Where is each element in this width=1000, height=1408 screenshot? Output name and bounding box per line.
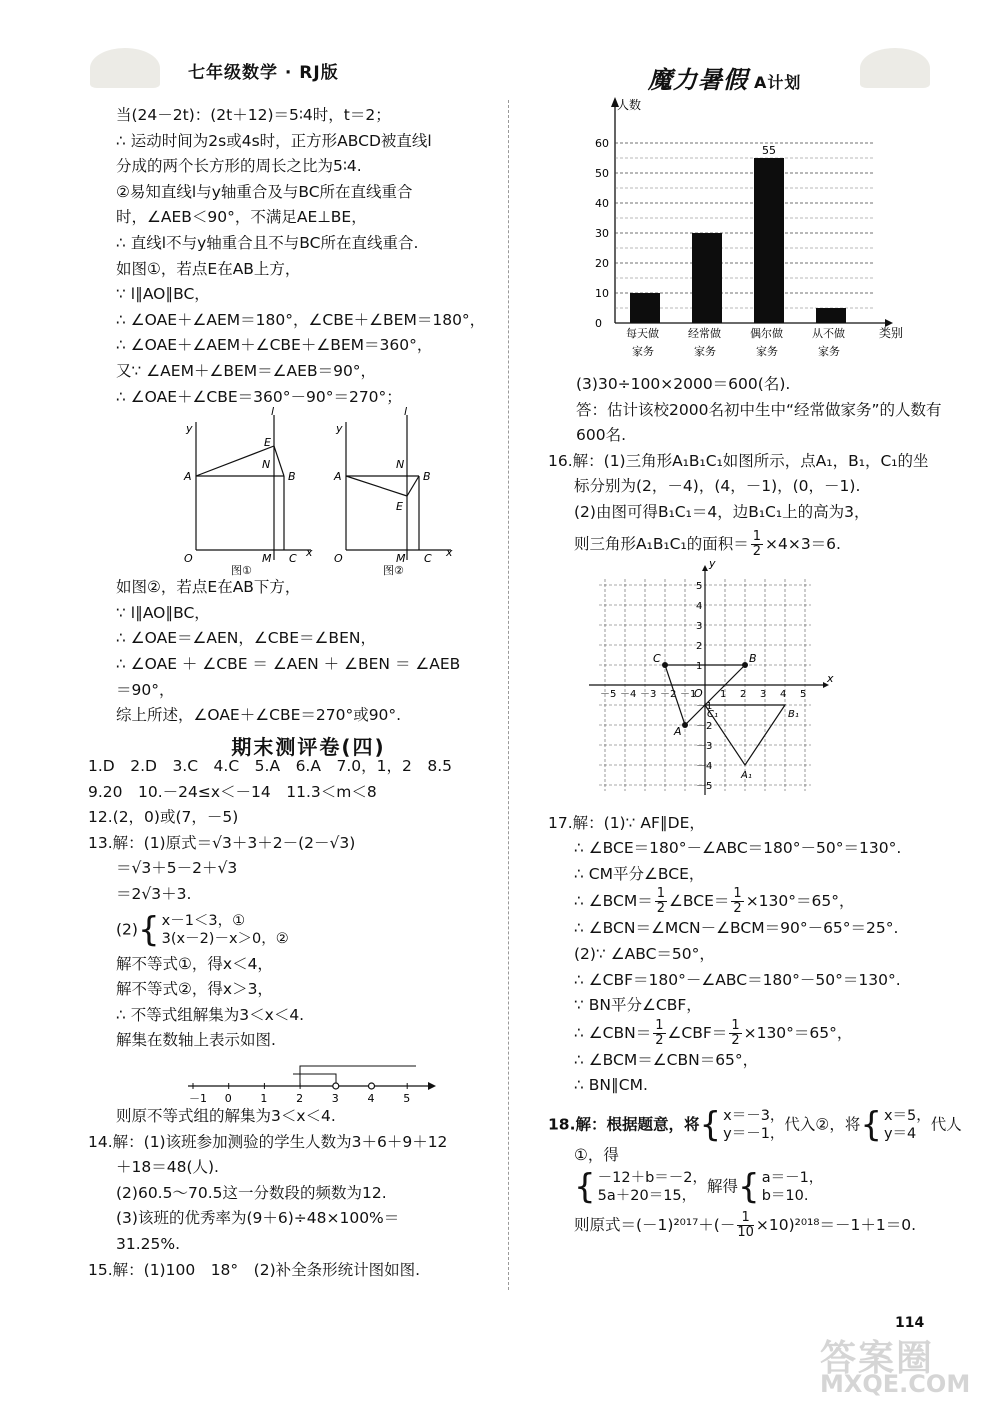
chart-category-label: 从不做: [812, 327, 845, 340]
q16-area-frac: [751, 530, 763, 559]
chart-category-label: 经常做: [688, 327, 721, 340]
left-lines2-line: ∴ ∠OAE ＋ ∠CBE ＝ ∠AEN ＋ ∠BEN ＝ ∠AEB: [116, 654, 461, 673]
q13-line: 13.解：(1)原式＝√3＋3＋2－(2－√3): [88, 833, 356, 852]
q17b-line: ∵ BN平分∠CBF，: [574, 996, 702, 1015]
fig1-caption: 图①: [231, 564, 252, 578]
grid-xtick-label: －1: [680, 688, 697, 700]
fig1-angle-aeb: [196, 446, 284, 476]
q17-f1-den-a: 2: [656, 901, 666, 917]
q17-line: 17.解：(1)∵ AF∥DE，: [548, 813, 705, 832]
fig2-label-n: N: [396, 458, 405, 472]
grid-xtick-label: －2: [660, 688, 677, 700]
grid-xtick-label: －3: [640, 688, 657, 700]
grid-ytick-label: 2: [696, 640, 703, 652]
chart-category-label: 家务: [756, 345, 778, 358]
left-lines-line: ∴ 直线l不与y轴重合且不与BC所在直线重合.: [116, 233, 419, 252]
q13-line: ＝√3＋5－2＋√3: [116, 859, 238, 878]
grid-xtick-label: －4: [620, 688, 637, 700]
q18-sys4: [762, 1169, 824, 1205]
fig1-label-e: E: [264, 436, 271, 450]
q17-frac2: [548, 1019, 948, 1048]
q13-system-eqs: [162, 912, 289, 948]
q13-eq1: x－1＜3，①: [161, 912, 246, 929]
q17-f1-pre: ∴ ∠BCM＝: [574, 892, 653, 911]
q17c-line: ∴ BN∥CM.: [574, 1076, 648, 1095]
q18-final-num: 1: [737, 1211, 754, 1226]
q18-post: 代人: [930, 1115, 962, 1134]
left-lines-line: 时，∠AEB＜90°，不满足AE⊥BE，: [116, 208, 367, 227]
q18-pre: 18.解：根据题意，将: [548, 1115, 700, 1134]
grid-xtick-label: 5: [800, 688, 807, 700]
chart-ytick-label: 20: [595, 257, 609, 270]
q18-mid: 代入②，将: [784, 1115, 861, 1134]
q18-final-post: ×10)²⁰¹⁸＝－1＋1＝0.: [755, 1215, 917, 1234]
column-divider: [508, 100, 509, 1290]
q16-frac-den: 2: [752, 543, 761, 559]
q13b-line: 解集在数轴上表示如图.: [116, 1031, 276, 1050]
q17b-line: ∴ ∠CBF＝180°－∠ABC＝180°－50°＝130°.: [574, 970, 901, 989]
q17-f1-den-b: 2: [733, 901, 742, 917]
q13b-line: 解不等式②，得x＞3，: [116, 980, 273, 999]
grid-ytick-label: －4: [696, 760, 713, 772]
left-lines-line: 分成的两个长方形的周长之比为5∶4.: [116, 157, 362, 176]
grid-xtick-label: 2: [740, 688, 747, 700]
chart-category-label: 偶尔做: [750, 327, 783, 340]
q17c-line: ∴ ∠BCM＝∠CBN＝65°，: [574, 1050, 759, 1069]
q17-f2-num-a: 1: [655, 1017, 664, 1033]
fig1-label-b: B: [288, 470, 296, 484]
fig2-label-m: M: [396, 552, 406, 566]
q18-sys3: [598, 1169, 707, 1205]
left-lines-line: ②易知直线l与y轴重合及与BC所在直线重合: [116, 182, 413, 201]
q13-eq2: 3(x－2)－x＞0，②: [161, 930, 289, 947]
left-lines2-line: ∵ l∥AO∥BC，: [116, 603, 210, 622]
chart-category-label: 每天做: [626, 327, 659, 340]
chart-ytick-label: 60: [595, 137, 609, 150]
fig1-label-l: l: [271, 405, 275, 419]
figure-pair: [156, 405, 536, 578]
left-column: [116, 103, 501, 764]
watermark-logo: 答案圈: [820, 1338, 935, 1379]
q16-line: 16.解：(1)三角形A₁B₁C₁如图所示，点A₁，B₁，C₁的坐: [548, 451, 929, 470]
grid-label-a: A: [674, 724, 682, 738]
left-lines2-block: [116, 575, 501, 729]
q17-f1-num-a: 1: [656, 886, 666, 902]
q15b-line: 答：估计该校2000名初中生中“经常做家务”的人数有: [576, 400, 942, 419]
q15b-line: (3)30÷100×2000＝600(名).: [576, 375, 791, 393]
q18-s2b: y＝4: [883, 1125, 917, 1142]
q16-line: 标分别为(2，－4)，(4，－1)，(0，－1).: [574, 477, 861, 496]
numberline-tick-label: －1: [189, 1091, 207, 1105]
left-lines-line: 又∵ ∠AEM＋∠BEM＝∠AEB＝90°，: [116, 361, 377, 380]
chart-category-label: 家务: [694, 345, 716, 358]
numberline-tick-label: 1: [260, 1091, 268, 1105]
bar-chart-root: [595, 97, 903, 358]
chart-bar: [754, 158, 784, 323]
q17-f2-post: ×130°＝65°，: [743, 1023, 853, 1042]
header-decoration-left: [90, 48, 160, 88]
q18-final-frac: [737, 1211, 754, 1240]
left-lines2-line: ＝90°，: [116, 680, 175, 699]
number-line: [183, 1056, 443, 1104]
chart-ytick-label: 50: [595, 167, 609, 180]
answers-lines: [88, 754, 503, 831]
left-lines2-line: 综上所述，∠OAE＋∠CBE＝270°或90°.: [116, 706, 402, 725]
grid-ytick-label: －3: [696, 740, 713, 752]
q17-f2-den-a: 2: [655, 1032, 664, 1048]
q17-f1-frac-a: [655, 887, 667, 916]
grid-ytick-label: 1: [696, 660, 703, 672]
fig2-angle-aeb: [346, 476, 419, 496]
q16-lines: [548, 449, 948, 526]
q18-s1a: x＝－3，: [723, 1107, 785, 1124]
q17b-line: ∴ ∠BCN＝∠MCN－∠BCM＝90°－65°＝25°.: [574, 919, 899, 938]
chart-category-label: 家务: [818, 345, 840, 358]
left-lines-line: ∴ 运动时间为2s或4s时，正方形ABCD被直线l: [116, 131, 432, 150]
fig1-label-x: x: [306, 546, 313, 560]
grid-xtick-label: 4: [780, 688, 787, 700]
grid-ytick-label: －2: [696, 720, 713, 732]
coordinate-grid: [580, 556, 840, 805]
fig2-label-e: E: [396, 500, 403, 514]
q17-line: ∴ CM平分∠BCE，: [574, 864, 705, 883]
q18-final-pre: 则原式＝(－1)²⁰¹⁷＋(－: [574, 1215, 736, 1234]
fig2-label-l: l: [404, 405, 408, 419]
grid-label-c: C: [653, 651, 661, 665]
grid-ytick-label: －5: [696, 780, 713, 792]
left-lines-line: ∴ ∠OAE＋∠CBE＝360°－90°＝270°；: [116, 387, 402, 406]
q17-f2-mid: ∠CBF＝: [667, 1023, 728, 1042]
q17-f2-frac-a: [653, 1019, 665, 1048]
q16-frac-num: 1: [752, 528, 761, 544]
q15b-line: 600名.: [576, 426, 627, 445]
left-lines-line: 当(24－2t)：(2t＋12)＝5∶4时，t＝2；: [116, 106, 391, 124]
chart-ytick-label: 10: [595, 287, 609, 300]
q16-area: [548, 530, 948, 559]
grid-label-b1: B₁: [788, 708, 799, 720]
q18-brace1: {: [699, 1104, 722, 1145]
q14-lines: [88, 1130, 503, 1258]
left-lines-line: ∵ l∥AO∥BC，: [116, 285, 210, 304]
numberline-ray-gt3: [300, 1066, 416, 1086]
numberline-tick-label: 2: [296, 1091, 304, 1105]
q18-sys2: [884, 1107, 931, 1143]
grid-label-y: y: [709, 556, 716, 570]
q18-brace2: {: [860, 1104, 882, 1145]
fig2-caption: 图②: [383, 564, 404, 578]
q14-line: (2)60.5～70.5这一分数段的频数为12.: [116, 1183, 387, 1202]
fig1-label-n: N: [262, 458, 271, 472]
q17-f1-num-b: 1: [733, 886, 742, 902]
q17-f2-pre: ∴ ∠CBN＝: [574, 1023, 652, 1042]
q18-s4b: b＝10.: [761, 1187, 809, 1204]
chart-bar: [630, 293, 660, 323]
q16-area-pre: 则三角形A₁B₁C₁的面积＝: [574, 534, 749, 553]
q15: 15.解：(1)100 18° (2)补全条形统计图如图.: [88, 1260, 421, 1279]
q13b-line: ∴ 不等式组解集为3＜x＜4.: [116, 1005, 305, 1024]
grid-label-c1: C₁: [707, 708, 718, 720]
grid-label-origin: O: [694, 686, 703, 700]
left-lines-block: [116, 103, 501, 410]
fig2-label-b: B: [423, 470, 431, 484]
header-brand-sub: A计划: [754, 73, 802, 92]
fig2-label-x: x: [446, 546, 453, 560]
header-decoration-right: [860, 48, 930, 88]
chart-data-label: 55: [762, 144, 776, 157]
chart-bar: [816, 308, 846, 323]
q13-system: [88, 909, 503, 950]
grid-label-x: x: [827, 671, 834, 685]
q17-f2-frac-b: [729, 1019, 741, 1048]
q17-line: ∴ ∠BCE＝180°－∠ABC＝180°－50°＝130°.: [574, 839, 902, 858]
grid-xtick-label: 3: [760, 688, 767, 700]
q17b-lines: [548, 916, 948, 1018]
chart-bar: [692, 233, 722, 323]
chart-ylabel: 人数: [617, 98, 642, 112]
q13-brace: {: [137, 909, 160, 950]
q17-f2-num-b: 1: [731, 1017, 740, 1033]
q17-f1-post: ×130°＝65°，: [745, 892, 855, 911]
answers-line: 9.20 10.－24≤x＜－14 11.3＜m＜8: [88, 782, 377, 801]
numberline-open-point: [333, 1083, 339, 1089]
numberline-ray-lt4-a: [293, 1074, 336, 1086]
q13c: 则原不等式组的解集为3＜x＜4.: [116, 1106, 336, 1125]
left-lines-line: 如图①，若点E在AB上方，: [116, 259, 301, 278]
grid-ytick-label: 4: [696, 600, 703, 612]
numberline-tick-label: 5: [403, 1091, 411, 1105]
grid-point: [662, 662, 668, 668]
chart-xlabel: 类别: [879, 326, 904, 340]
answers-block: [88, 754, 503, 1283]
q18-brace4: {: [738, 1166, 760, 1207]
figure-1: [183, 405, 313, 577]
right-column: [548, 372, 962, 1240]
q17-f2-den-b: 2: [731, 1032, 740, 1048]
page-number: 114: [895, 1315, 925, 1331]
left-lines-line: ∴ ∠OAE＋∠AEM＝180°，∠CBE＋∠BEM＝180°，: [116, 310, 486, 329]
grid-label-b: B: [749, 651, 757, 665]
q17c-lines: [548, 1048, 948, 1099]
answers-line: 12.(2，0)或(7，－5): [88, 808, 239, 827]
q14-line: 14.解：(1)该班参加测验的学生人数为3＋6＋9＋12: [88, 1132, 448, 1151]
q18-final-den: 10: [737, 1224, 754, 1240]
q14-line: 31.25%.: [116, 1234, 181, 1253]
q18-brace3: {: [574, 1166, 596, 1207]
fig1-label-m: M: [262, 552, 272, 566]
grid-root: [589, 557, 834, 795]
q18-s1b: y＝－1，: [723, 1125, 785, 1142]
numberline-tick-label: 3: [331, 1091, 339, 1105]
numberline-arrow: [428, 1082, 436, 1090]
q13b-lines: [88, 952, 503, 1054]
q18-s4a: a＝－1，: [761, 1169, 824, 1186]
chart-ytick-label: 0: [595, 317, 602, 330]
grid-ytick-label: 5: [696, 580, 703, 592]
header-brand: 魔力暑假: [648, 66, 748, 94]
q16-area-post: ×4×3＝6.: [764, 534, 841, 553]
q18-final: [548, 1211, 948, 1240]
answers-line: 1.D 2.D 3.C 4.C 5.A 6.A 7.0，1，2 8.5: [88, 757, 452, 775]
fig1-label-o: O: [184, 552, 193, 566]
q18-line2: ①，得: [574, 1145, 619, 1164]
q18-line1: [548, 1104, 962, 1145]
q14-line: ＋18＝48(人).: [116, 1158, 219, 1177]
fig1-label-y: y: [186, 422, 193, 436]
grid-point: [682, 722, 688, 728]
grid-xtick-label: 1: [720, 688, 727, 700]
q14-line: (3)该班的优秀率为(9＋6)÷48×100%＝: [116, 1209, 400, 1228]
q13-system-prefix: (2): [116, 920, 138, 939]
chart-category-label: 家务: [632, 345, 654, 358]
numberline-tick-label: 0: [224, 1091, 232, 1105]
bar-chart: [575, 95, 905, 365]
grid-point: [742, 662, 748, 668]
q13b-line: 解不等式①，得x＜4，: [116, 954, 273, 973]
q18-s2a: x＝5，: [883, 1107, 931, 1124]
grid-y-arrow: [702, 565, 708, 571]
section-title: 期末测评卷(四): [231, 734, 386, 759]
q17-lines: [548, 811, 948, 888]
q18-line3: [548, 1166, 948, 1207]
fig1-label-c: C: [289, 552, 297, 566]
left-lines2-line: ∴ ∠OAE＝∠AEN，∠CBE＝∠BEN，: [116, 629, 376, 648]
q18-solve: 解得: [707, 1177, 739, 1195]
left-lines2-line: 如图②，若点E在AB下方，: [116, 578, 301, 597]
q17-f1-mid: ∠BCE＝: [669, 892, 730, 911]
fig2-label-c: C: [424, 552, 432, 566]
left-lines-line: ∴ ∠OAE＋∠AEM＋∠CBE＋∠BEM＝360°，: [116, 336, 433, 355]
q13-lines: [88, 831, 503, 908]
header-left-title: 七年级数学 · RJ版: [188, 63, 339, 83]
fig2-label-y: y: [336, 422, 343, 436]
grid-ytick-label: 3: [696, 620, 703, 632]
watermark-url: MXQE.COM: [820, 1370, 971, 1398]
q17b-line: (2)∵ ∠ABC＝50°，: [574, 944, 715, 963]
numberline-tick-label: 4: [367, 1091, 375, 1105]
fig1-label-a: A: [184, 470, 192, 484]
header-right-title: [648, 60, 801, 95]
q18-s3b: 5a＋20＝15，: [597, 1187, 697, 1204]
grid-ytick-label: －1: [696, 700, 713, 712]
q15b-lines: [548, 372, 948, 449]
chart-ytick-label: 40: [595, 197, 609, 210]
q17-frac1: [548, 887, 948, 916]
q16-line: (2)由图可得B₁C₁＝4，边B₁C₁上的高为3，: [574, 502, 870, 521]
q18-sys1: [723, 1107, 784, 1143]
grid-label-a1: A₁: [741, 769, 752, 781]
figure-2: [333, 405, 453, 577]
q18-s3a: －12＋b＝－2，: [597, 1169, 708, 1186]
q13-line: ＝2√3＋3.: [116, 884, 192, 903]
chart-ytick-label: 30: [595, 227, 609, 240]
fig2-label-a: A: [334, 470, 342, 484]
numberline-open-point: [369, 1083, 375, 1089]
q17-f1-frac-b: [731, 887, 743, 916]
grid-xtick-label: －5: [600, 688, 617, 700]
fig2-label-o: O: [334, 552, 343, 566]
